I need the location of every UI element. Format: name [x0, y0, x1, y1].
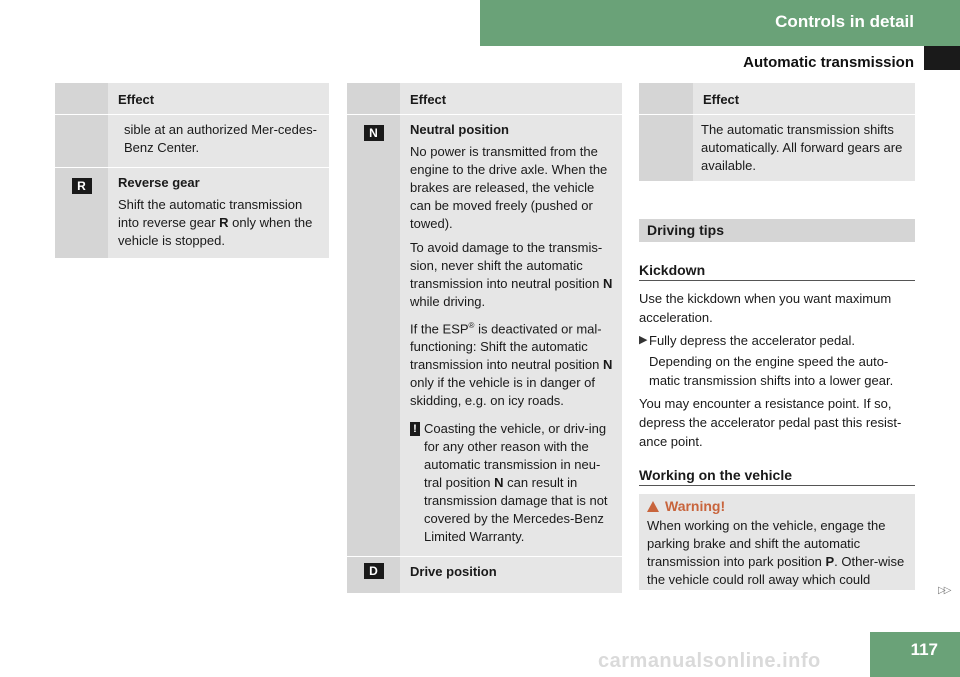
- row-text: sible at an authorized Mer-cedes-Benz Center.: [108, 114, 329, 167]
- gear-d-icon: D: [364, 563, 384, 579]
- row-title: Drive position: [410, 563, 497, 579]
- table-header: Effect: [400, 83, 622, 114]
- table-row: [347, 556, 622, 593]
- table-row: [639, 114, 915, 181]
- table-row: [55, 114, 329, 167]
- warning-triangle-icon: [647, 501, 659, 512]
- exclamation-icon: !: [410, 422, 420, 436]
- effect-table-1: [55, 83, 329, 258]
- effect-table-3: [639, 83, 915, 181]
- kickdown-heading: Kickdown: [639, 262, 915, 281]
- warning-text: When working on the vehicle, engage the parking brake and shift the automatic transmission into park position P. Other-wise the vehicle could roll away which could: [647, 518, 905, 587]
- header-tab-marker: [924, 46, 960, 70]
- table-row: [55, 167, 329, 258]
- table-header: Effect: [108, 83, 329, 114]
- gear-r-icon: R: [72, 178, 92, 194]
- row-title: Neutral position: [410, 121, 509, 137]
- warning-box: [639, 494, 915, 590]
- row-text: Shift the automatic transmission into reverse gear R only when the vehicle is stopped.: [118, 196, 313, 248]
- row-text: If the ESP® is deactivated or mal-functioning: Shift the automatic transmission into neutral position N only if the vehicle is in danger of skidding, e.g. on icy roads.: [410, 320, 613, 408]
- page-number: 117: [910, 640, 938, 659]
- table-header: Effect: [693, 83, 915, 114]
- continue-arrow-icon: ▷▷: [938, 585, 950, 596]
- arrow-right-icon: ▶: [639, 334, 648, 346]
- subsection-title: Automatic transmission: [743, 54, 914, 71]
- watermark: carmanualsonline.info: [598, 650, 821, 672]
- row-text: The automatic transmission shifts automatically. All forward gears are available.: [693, 114, 915, 181]
- effect-table-2: [347, 83, 622, 593]
- driving-tips-heading: Driving tips: [639, 219, 915, 242]
- kickdown-note: You may encounter a resistance point. If so, depress the accelerator pedal past this resist-ance point.: [639, 396, 902, 449]
- section-title: Controls in detail: [775, 12, 914, 31]
- step-detail: Depending on the engine speed the auto-matic transmission shifts into a lower gear.: [649, 354, 894, 388]
- notice: ! Coasting the vehicle, or driv-ing for any other reason with the automatic transmission in neu-tral position N can result in transmission damage that is not covered by the Mercedes-Benz Limited Warranty.: [410, 420, 614, 546]
- warning-title: Warning!: [647, 497, 907, 515]
- table-row: [347, 114, 622, 556]
- row-title: Reverse gear: [118, 174, 200, 190]
- row-text: No power is transmitted from the engine to the drive axle. When the brakes are released, the vehicle can be moved freely (pushed or towed).: [410, 143, 608, 231]
- working-heading: Working on the vehicle: [639, 467, 915, 486]
- gear-n-icon: N: [364, 125, 384, 141]
- kickdown-intro: Use the kickdown when you want maximum acceleration.: [639, 291, 892, 325]
- row-text: To avoid damage to the transmis-sion, never shift the automatic transmission into neutral position N while driving.: [410, 239, 613, 309]
- kickdown-section: [639, 289, 917, 451]
- step-item: ▶ Fully depress the accelerator pedal.: [639, 333, 855, 348]
